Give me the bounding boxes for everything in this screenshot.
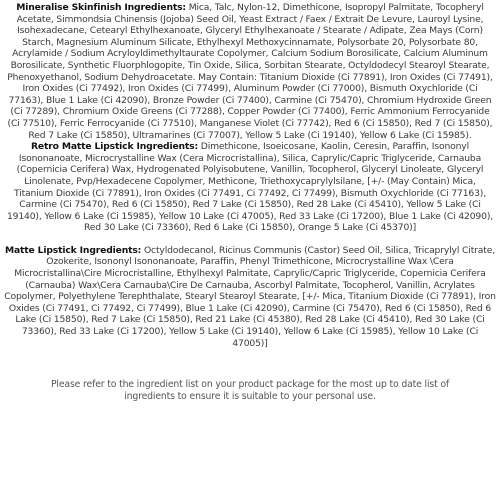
disclaimer-text: Please refer to the ingredient list on your product package for the most up to date list of ingredients to ensure it is suitable to your personal use. [50,379,450,403]
matte-lipstick-ingredients-list: Octyldodecanol, Ricinus Communis (Castor) Seed Oil, Silica, Tricaprylyl Citrate, Ozokerite, Isononyl Isononanoate, Paraffin, Phenyl Trimethicone, Microcrystalline Wax \Cera Microcristallina\Cire Microcristalline, Ethylhexyl Palmitate, Caprylic/Capric Triglyceride, Copernicia Cerifera (Carnauba) Wax\Cera Carnauba\Cire De Carnauba, Ascorbyl Palmitate, Tocopherol, Vanillin, Acrylates Copolymer, Polyethylene Terephthalate, Stearyl Stearoyl Stearate, [+/- Mica, Titanium Dioxide (Ci 77891), Iron Oxides (Ci 77491, Ci 77492, Ci 77499), Blue 1 Lake (Ci 42090), Carmine (Ci 75470), Red 6 (Ci 15850), Red 6 Lake (Ci 15850), Red 7 Lake (Ci 15850), Red 21 Lake (Ci 45380), Red 28 Lake (Ci 45410), Red 30 Lake (Ci 73360), Red 33 Lake (Ci 17200), Yellow 5 Lake (Ci 19140), Yellow 6 Lake (Ci 15985), Yellow 10 Lake (Ci 47005)] [4,244,496,349]
retro-matte-ingredients-heading: Retro Matte Lipstick Ingredients: [31,141,199,153]
ingredients-document [4,2,496,413]
skinfinish-ingredients-heading: Mineralise Skinfinish Ingredients: [16,2,186,13]
matte-lipstick-ingredients-section [4,245,496,349]
skinfinish-ingredients-section [4,2,496,141]
skinfinish-ingredients-list: Mica, Talc, Nylon-12, Dimethicone, Isopropyl Palmitate, Tocopheryl Acetate, Simmondsia Chinensis (Jojoba) Seed Oil, Yeast Extract / Faex / Extrait De Levure, Lauroyl Lysine, Isohexadecane, Cetearyl Ethylhexanoate, Glyceryl Ethylhexanoate / Stearate / Adipate, Zea Mays (Corn) Starch, Magnesium Aluminum Silicate, Ethylhexyl Methoxycinnamate, Polysorbate 20, Polysorbate 80, Acrylamide / Sodium Acryloyldimethyltaurate Copolymer, Calcium Sodium Borosilicate, Calcium Aluminum Borosilicate, Synthetic Fluorphlogopite, Tin Oxide, Silica, Sorbitan Stearate, Octyldodecyl Stearoyl Stearate, Phenoxyethanol, Sodium Dehydroacetate. May Contain: Titanium Dioxide (Ci 77891), Iron Oxides (Ci 77491), Iron Oxides (Ci 77492), Iron Oxides (Ci 77499), Aluminum Powder (Ci 77000), Bismuth Oxychloride (Ci 77163), Blue 1 Lake (Ci 42090), Bronze Powder (Ci 77400), Carmine (Ci 75470), Chromium Hydroxide Green (Ci 77289), Chromium Oxide Greens (Ci 77288), Copper Powder (Ci 77400), Ferric Ammonium Ferrocyanide (Ci 77510), Ferric Ferrocyanide (Ci 77510), Manganese Violet (Ci 77742), Red 6 (Ci 15850), Red 7 (Ci 15850), Red 7 Lake (Ci 15850), Ultramarines (Ci 77007), Yellow 5 Lake (Ci 19140), Yellow 6 Lake (Ci 15985). [7,2,493,141]
retro-matte-ingredients-list: Dimethicone, Isoeicosane, Kaolin, Ceresin, Paraffin, Isononyl Isononanoate, Microcrystalline Wax (Cera Microcristallina), Silica, Caprylic/Capric Triglyceride, Carnauba (Copernicia Cerifera) Wax, Hydrogenated Polyisobutene, Vanillin, Tocopherol, Glyceryl Linoleate, Glyceryl Linolenate, Pvp/Hexadecene Copolymer, Methicone, Triethoxycaprylylsilane, [+/- (May Contain) Mica, Titanium Dioxide (Ci 77891), Iron Oxides (Ci 77491, Ci 77492, Ci 77499), Bismuth Oxychloride (Ci 77163), Carmine (Ci 75470), Red 6 (Ci 15850), Red 7 Lake (Ci 15850), Red 28 Lake (Ci 45410), Yellow 5 Lake (Ci 19140), Yellow 6 Lake (Ci 15985), Yellow 10 Lake (Ci 47005), Red 33 Lake (Ci 17200), Blue 1 Lake (Ci 42090), Red 30 Lake (Ci 73360), Red 6 Lake (Ci 15850), Orange 5 Lake (Ci 45370)] [6,141,494,234]
matte-lipstick-ingredients-heading: Matte Lipstick Ingredients: [5,244,142,256]
retro-matte-ingredients-section [4,141,496,234]
